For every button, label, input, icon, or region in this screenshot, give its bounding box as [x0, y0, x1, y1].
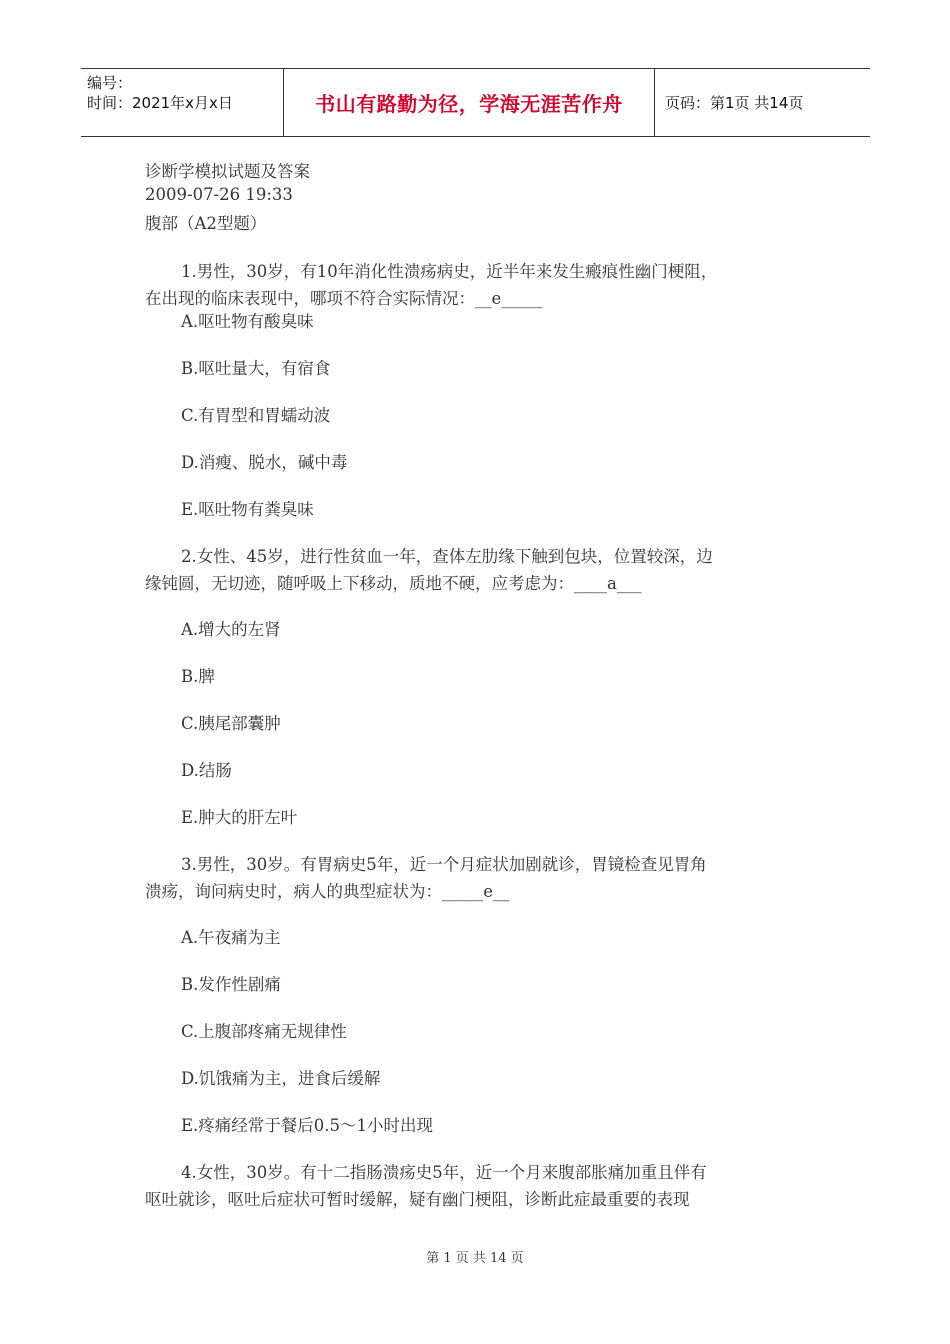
question-3-option-d: D.饥饿痛为主，进食后缓解 [181, 1069, 381, 1088]
question-3-option-e: E.疼痛经常于餐后0.5～1小时出现 [181, 1116, 434, 1135]
question-1-line2: 在出现的临床表现中，哪项不符合实际情况：__e_____ [145, 289, 543, 308]
doc-section: 腹部（A2型题） [145, 214, 267, 233]
question-3-option-a: A.午夜痛为主 [181, 928, 281, 947]
question-1-line1: 1.男性，30岁，有10年消化性溃疡病史，近半年来发生瘢痕性幽门梗阻， [181, 262, 718, 281]
time-label: 时间：2021年x月x日 [87, 94, 233, 112]
question-1-option-a: A.呕吐物有酸臭味 [181, 312, 314, 331]
question-4-line1: 4.女性，30岁。有十二指肠溃疡史5年，近一个月来腹部胀痛加重且伴有 [181, 1163, 707, 1182]
question-2-line2: 缘钝圆，无切迹，随呼吸上下移动，质地不硬，应考虑为：____a___ [145, 574, 642, 593]
page-header [81, 68, 870, 137]
question-4-line2: 呕吐就诊，呕吐后症状可暂时缓解，疑有幽门梗阻，诊断此症最重要的表现 [145, 1190, 690, 1209]
number-label: 编号： [87, 74, 133, 92]
header-motto: 书山有路勤为径，学海无涯苦作舟 [283, 69, 655, 136]
question-3-option-b: B.发作性剧痛 [181, 975, 281, 994]
question-3-line1: 3.男性，30岁。有胃病史5年，近一个月症状加剧就诊，胃镜检查见胃角 [181, 855, 707, 874]
page-footer: 第 1 页 共 14 页 [426, 1251, 524, 1266]
question-2-line1: 2.女性、45岁，进行性贫血一年，查体左肋缘下触到包块，位置较深，边 [181, 547, 713, 566]
question-2-option-a: A.增大的左肾 [181, 620, 281, 639]
question-2-option-c: C.胰尾部囊肿 [181, 714, 281, 733]
header-info [81, 69, 283, 136]
question-1-option-c: C.有胃型和胃蠕动波 [181, 406, 331, 425]
question-3-line2: 溃疡，询问病史时，病人的典型症状为：_____e__ [145, 882, 510, 901]
question-1-option-e: E.呕吐物有粪臭味 [181, 500, 314, 519]
header-page-label: 页码：第1页 共14页 [665, 94, 804, 112]
question-3-option-c: C.上腹部疼痛无规律性 [181, 1022, 347, 1041]
question-2-option-e: E.肿大的肝左叶 [181, 808, 298, 827]
doc-datetime: 2009-07-26 19:33 [145, 185, 293, 204]
doc-title: 诊断学模拟试题及答案 [145, 162, 310, 181]
question-1-option-b: B.呕吐量大，有宿食 [181, 359, 331, 378]
question-2-option-b: B.脾 [181, 667, 215, 686]
question-1-option-d: D.消瘦、脱水，碱中毒 [181, 453, 348, 472]
question-2-option-d: D.结肠 [181, 761, 232, 780]
